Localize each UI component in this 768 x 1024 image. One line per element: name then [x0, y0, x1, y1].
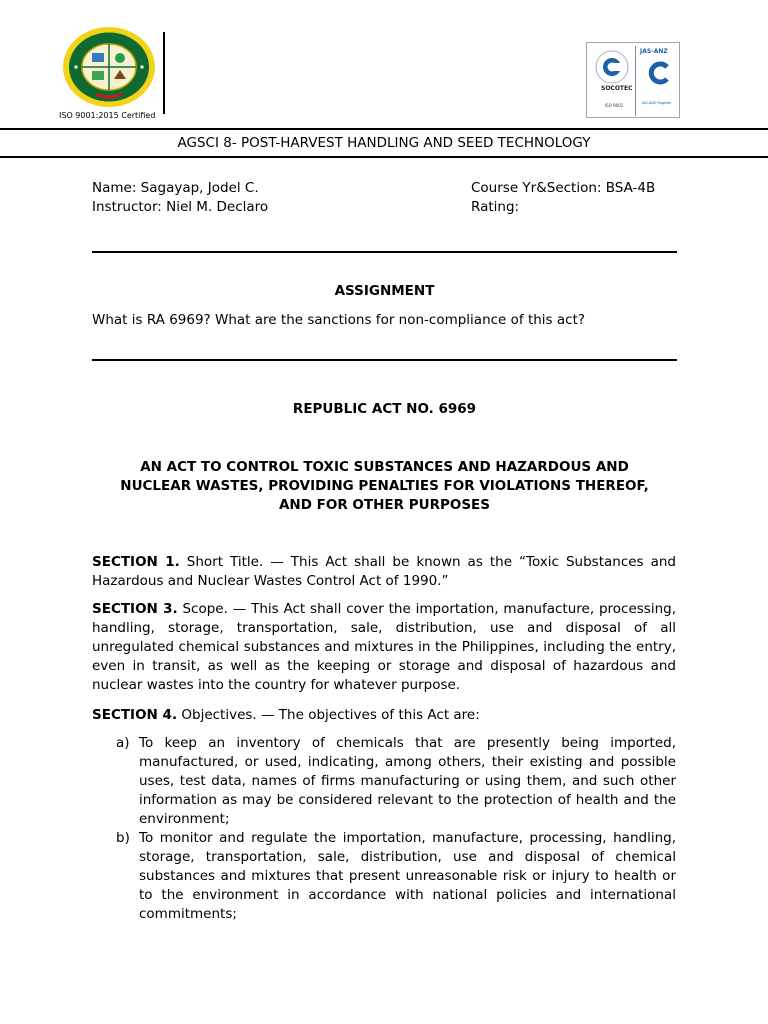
section-text: Scope. — This Act shall cover the importation, manufacture, processing, handling, storage, transportation, sale, distribution, use and disposal of all unregulated chemical substances and mixtures in the Philippines, including the entry, even in transit, as well as the keeping or storage and disposal of hazardous and nuclear wastes into the country for whatever purpose.: [92, 601, 676, 693]
section-label: SECTION 3.: [92, 601, 178, 617]
act-title-line: AND FOR OTHER PURPOSES: [278, 497, 491, 513]
iso-9001-label: ISO 9001: [605, 103, 624, 108]
act-title-line: NUCLEAR WASTES, PROVIDING PENALTIES FOR VIOLATIONS THEREOF,: [120, 478, 649, 494]
section-rule: [92, 359, 677, 361]
university-logo: [62, 26, 156, 108]
list-item: To keep an inventory of chemicals that are presently being imported, manufactured, or used, indicating, among others, their existing and possible uses, test data, names of firms manufacturing or using them, and such other information as may be considered relevant to the protection of health and the environment;: [139, 735, 676, 827]
section-label: SECTION 1.: [92, 554, 180, 570]
iso-certified-caption: ISO 9001:2015 Certified: [59, 111, 156, 120]
student-name: Name: Sagayap, Jodel C.: [92, 180, 259, 196]
section-rule: [92, 251, 677, 253]
list-item: To monitor and regulate the importation, manufacture, processing, handling, storage, transportation, sale, distribution, use and disposal of chemical substances and mixtures that present unreasonable risk or injury to health or to the environment in accordance with national policies and international commitments;: [139, 830, 676, 922]
act-title: [92, 458, 677, 515]
list-item-label: a): [116, 735, 130, 751]
header-divider-vertical: [163, 32, 165, 114]
act-title-line: AN ACT TO CONTROL TOXIC SUBSTANCES AND HAZARDOUS AND: [140, 459, 629, 475]
section-label: SECTION 4.: [92, 707, 178, 723]
certification-divider: [635, 46, 636, 116]
certification-logos: [586, 42, 680, 118]
section-1: [92, 553, 676, 591]
section-text: Objectives. — The objectives of this Act are:: [177, 707, 480, 723]
course-title: AGSCI 8- POST-HARVEST HANDLING AND SEED TECHNOLOGY: [177, 135, 591, 151]
jas-anz-register-label: JAS-ANZ Register: [642, 101, 672, 105]
assignment-question: What is RA 6969? What are the sanctions for non-compliance of this act?: [92, 312, 586, 328]
assignment-heading: ASSIGNMENT: [334, 283, 435, 299]
header-rule-top: [0, 128, 768, 130]
header-rule-bottom: [0, 156, 768, 158]
rating-label: Rating:: [471, 199, 520, 215]
jas-anz-icon: [647, 61, 671, 85]
socotec-icon: [591, 49, 633, 85]
section-4: [92, 706, 676, 725]
instructor-name: Instructor: Niel M. Declaro: [92, 199, 269, 215]
list-item-label: b): [116, 830, 130, 846]
act-number: REPUBLIC ACT NO. 6969: [292, 401, 477, 417]
section-text: Short Title. — This Act shall be known as the “Toxic Substances and Hazardous and Nuclear Wastes Control Act of 1990.”: [92, 554, 676, 589]
course-section: Course Yr&Section: BSA-4B: [471, 180, 656, 196]
section-3: [92, 600, 676, 695]
jas-anz-label: JAS-ANZ: [640, 48, 668, 55]
socotec-label: SOCOTEC: [601, 85, 633, 92]
